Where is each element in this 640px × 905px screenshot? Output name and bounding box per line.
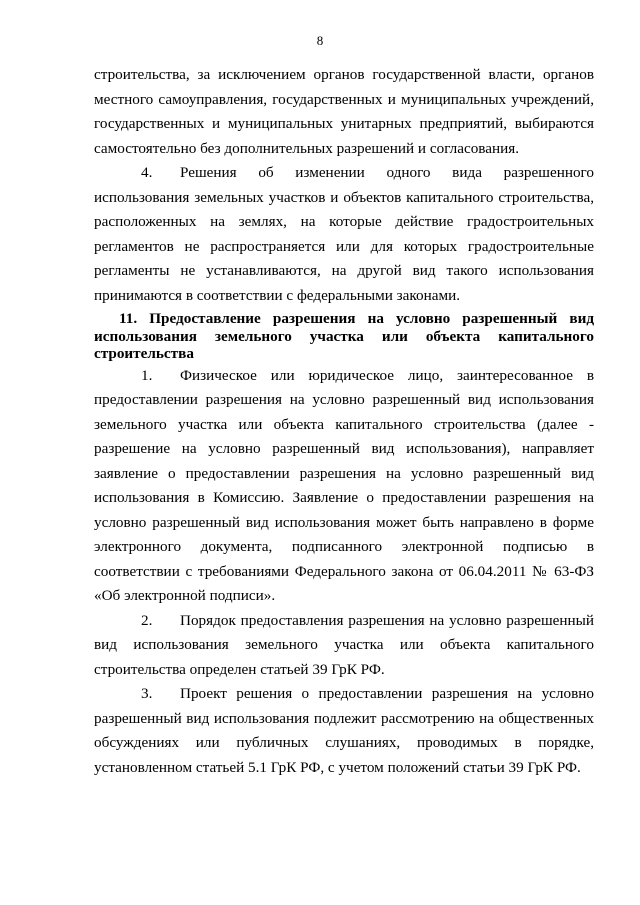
paragraph-item-1 <box>94 364 594 609</box>
paragraph-continuation: строительства, за исключением органов государственной власти, органов местного самоуправления, государственных и муниципальных учреждений, государственных и муниципальных унитарных предприятий, выбираются самостоятельно без дополнительных разрешений и согласования. <box>94 66 594 157</box>
page-number: 8 <box>316 33 324 48</box>
item-number: 1. <box>141 366 153 384</box>
item-number: 3. <box>141 685 153 702</box>
section-heading: 11. Предоставление разрешения на условно разрешенный вид использования земельного участка или объекта капитального строительства <box>94 310 594 362</box>
paragraph-item-4 <box>94 161 594 308</box>
item-text: Решения об изменении одного вида разрешенного использования земельных участков и объектов капитального строительства, расположенных на землях, на которые действие градостроительных регламентов не распространяется или для которых градостроительные регламенты не устанавливаются, на другой вид такого использования принимаются в соответствии с федеральными законами. <box>94 164 594 304</box>
paragraph-item-2 <box>94 609 594 683</box>
item-number: 4. <box>141 164 153 181</box>
document-body <box>94 63 594 780</box>
paragraph-item-3 <box>94 682 594 780</box>
item-text: Порядок предоставления разрешения на условно разрешенный вид использования земельного участка или объекта капитального строительства определен статьей 39 ГрК РФ. <box>94 611 594 678</box>
item-text: Физическое или юридическое лицо, заинтересованное в предоставлении разрешения на условно разрешенный вид использования земельного участка или объекта капитального строительства (далее - разрешение на условно разрешенный вид использования), направляет заявление о предоставлении разрешения на условно разрешенный вид использования в Комиссию. Заявление о предоставлении разрешения на условно разрешенный вид использования может быть направлено в форме электронного документа, подписанного электронной подписью в соответствии с требованиями Федерального закона от 06.04.2011 № 63-ФЗ «Об электронной подписи». <box>94 366 594 604</box>
item-number: 2. <box>141 611 153 629</box>
item-text: Проект решения о предоставлении разрешения на условно разрешенный вид использования подлежит рассмотрению на общественных обсуждениях или публичных слушаниях, проводимых в порядке, установленном статьей 5.1 ГрК РФ, с учетом положений статьи 39 ГрК РФ. <box>94 685 594 776</box>
